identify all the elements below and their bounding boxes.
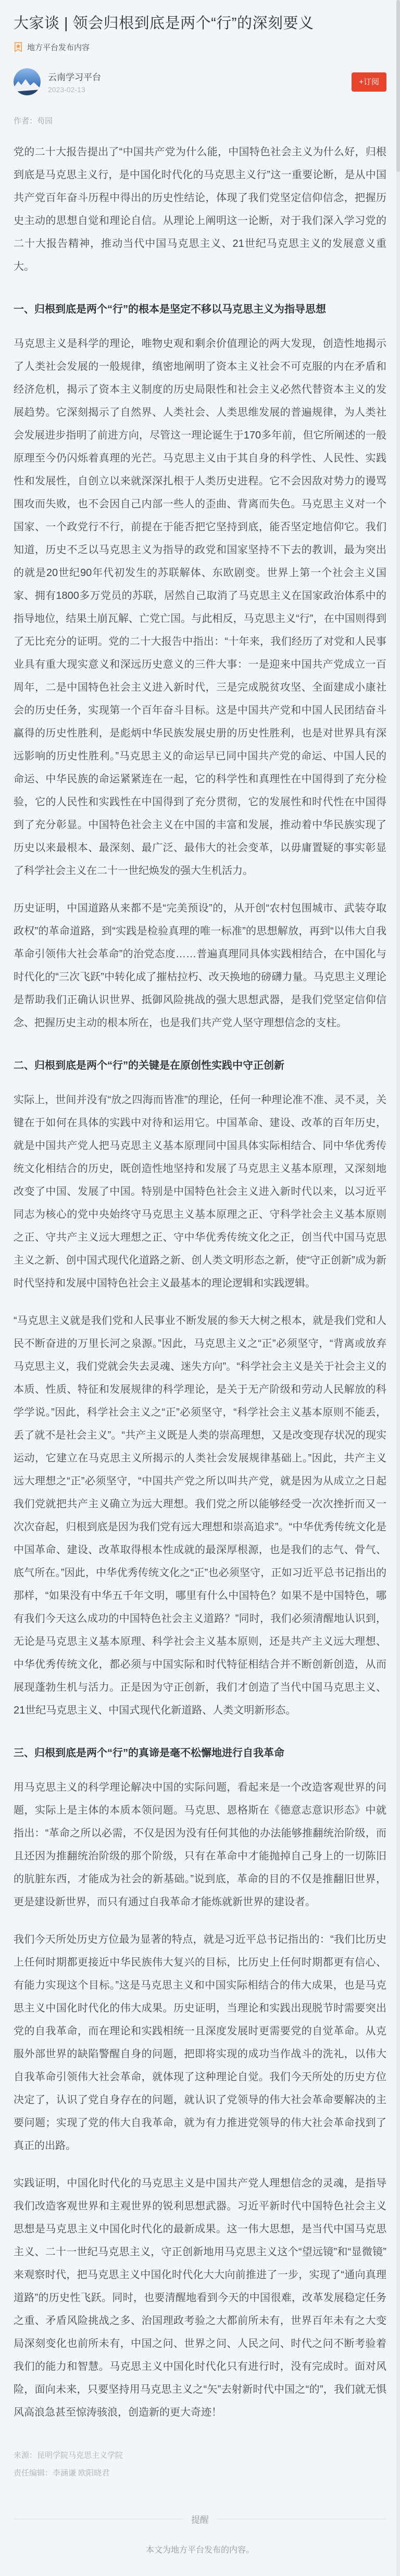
subscribe-button[interactable]: +订阅 <box>352 72 386 92</box>
scrollbar-track[interactable] <box>396 0 400 2576</box>
section-heading-3: 三、归根到底是两个“行”的真谛是毫不松懈地进行自我革命 <box>14 1747 284 1759</box>
ribbon-star-icon <box>14 42 23 53</box>
paragraph: 实践证明，中国化时代化的马克思主义是中国共产党人理想信念的灵魂，是指导我们改造客观世界和主观世界的锐利思想武器。习近平新时代中国特色社会主义思想是马克思主义中国化时代化的最新成果。这一伟大思想，是当代中国马克思主义、二十一世纪马克思主义，守正创新地用马克思主义这个“望远镜”和“显微镜”来观察时代，把马克思主义中国化时代化大大向前推进了一步，实现了“通向真理道路”的历史性飞跃。同时，也要清醒地看到今天的中国很难，改革发展稳定任务之重、矛盾风险挑战之多、治国理政考验之大都前所未有，世界百年未有之大变局深刻变化也前所未有，中国之问、世界之问、人民之问、时代之问不断考验着我们的能力和智慧。马克思主义中国化时代化只有进行时，没有完成时。面对风险，面向未来，只要坚持用马克思主义之“矢”去射新时代中国之“的”，我们就无惧风高浪急甚至惊涛骇浪，创造新的更大奇迹！ <box>14 2178 386 2418</box>
platform-badge-label: 地方平台发布内容 <box>27 43 90 52</box>
paragraph: “马克思主义就是我们党和人民事业不断发展的参天大树之根本，就是我们党和人民不断奋进的万里长河之泉源。”因此，马克思主义之“正”必须坚守，“背离或放弃马克思主义，我们党就会失去灵魂、迷失方向”。“科学社会主义是关于社会主义的本质、性质、特征和发展规律的科学理论，是关于无产阶级和劳动人民解放的科学学说。”因此，科学社会主义之“正”必须坚守，“科学社会主义基本原则不能丢，丢了就不是社会主义”。“共产主义既是人类的崇高理想，又是改变现存状况的现实运动，它建立在马克思主义所揭示的人类社会发展规律基础上。”因此，共产主义远大理想之“正”必须坚守，“中国共产党之所以叫共产党，就是因为从成立之日起我们党就把共产主义确立为远大理想。我们党之所以能够经受一次次挫折而又一次次奋起，归根到底是因为我们党有远大理想和崇高追求”。“中华优秀传统文化是中国革命、建设、改革取得根本性成就的最深厚根源，也是我们的志气、骨气、底气所在。”因此，中华优秀传统文化之“正”也必须坚守，正如习近平总书记指出的那样，“如果没有中华五千年文明，哪里有什么中国特色？如果不是中国特色，哪有我们今天这么成功的中国特色社会主义道路？”同时，我们必须清醒地认识到，无论是马克思主义基本原理、科学社会主义基本原则，还是共产主义远大理想、中华优秀传统文化，都必须与中国实际和时代特征相结合并不断创新创造，从而展现蓬勃生机与活力。正是因为守正创新，我们才创造了当代中国马克思主义、21世纪马克思主义、中国式现代化新道路、人类文明新形态。 <box>14 1315 386 1716</box>
footer-meta <box>14 2447 386 2482</box>
paragraph: 我们今天所处历史方位最为显著的特点，就是习近平总书记指出的：“我们比历史上任何时期都更接近中华民族伟大复兴的目标，比历史上任何时期都更有信心、有能力实现这个目标。”这是马克思主义和中国实际相结合的伟大成果，也是马克思主义中国化时代化的伟大成果。历史证明，当理论和实践出现脱节时需要突出党的自我革命，而在理论和实践相统一且深度发展时更需要党的自觉革命。从克服外部世界的缺陷警醒自身的问题，把即将实现的成功当作战斗的洗礼，以伟大自我革命引领伟大社会革命，就体现了这种理论自觉。我们今天所处的历史方位决定了，认识了党自身存在的问题，就认识了党领导的伟大社会革命要解决的主要问题；实现了党的伟大自我革命，就为有力推进党领导的伟大社会革命找到了真正的出路。 <box>14 1934 386 2152</box>
source-meta <box>48 70 101 94</box>
source-row <box>14 68 386 95</box>
paragraph: 历史证明，中国道路从来都不是“完美预设”的，从开创“农村包围城市、武装夺取政权”的革命道路，到“实践是检验真理的唯一标准”的思想解放，再到“以伟大自我革命引领伟大社会革命”的治党态度……普遍真理同具体实践相结合，在中国化与时代化的“三次飞跃”中转化成了摧枯拉朽、改天换地的磅礴力量。马克思主义理论是帮助我们正确认识世界、抵御风险挑战的强大思想武器，是我们党坚定信仰信念、把握历史主动的根本所在，也是我们共产党人坚守理想信念的支柱。 <box>14 903 386 1029</box>
paragraph: 用马克思主义的科学理论解决中国的实际问题，看起来是一个改造客观世界的问题，实际上是主体的本质本领问题。马克思、恩格斯在《德意志意识形态》中就指出：“革命之所以必需，不仅是因为没有任何其他的办法能够推翻统治阶级，而且还因为推翻统治阶级的那个阶级，只有在革命中才能抛掉自己身上的一切陈旧的肮脏东西，才能成为社会的新基础。”说到底，革命的目的不仅是推翻旧世界，更是建设新世界，而只有通过自我革命才能炼就新世界的建设者。 <box>14 1782 386 1908</box>
reminder-section <box>14 2512 386 2555</box>
reminder-title: 提醒 <box>191 2515 209 2525</box>
publish-date: 2023-02-13 <box>48 85 85 94</box>
paragraph: 马克思主义是科学的理论，唯物史观和剩余价值理论的两大发现，创造性地揭示了人类社会发展的一般规律，缜密地阐明了资本主义社会不可克服的内在矛盾和经济危机，揭示了资本主义制度的历史局限性和社会主义必然代替资本主义的发展趋势。它深刻揭示了自然界、人类社会、人类思维发展的普遍规律，为人类社会发展进步指明了前进方向，尽管这一理论诞生于170多年前，但它所阐述的一般原理至今仍闪烁着真理的光芒。马克思主义由于其自身的科学性、人民性、实践性和发展性，自创立以来就深深扎根于人类历史进程。它不会因敌对势力的谩骂围攻而失败，也不会因自己内部一些人的歪曲、背离而失色。马克思主义对一个国家、一个政党行不行，前提在于能否把它坚持到底，能否坚定地信仰它。我们知道，历史不乏以马克思主义为指导的政党和国家坚持不下去的教训，最为突出的就是20世纪90年代初发生的苏联解体、东欧剧变。世界上第一个社会主义国家、拥有1800多万党员的苏联，居然自己取消了马克思主义在国家政治体系中的指导地位，结果土崩瓦解、亡党亡国。与此相反，马克思主义“行”，在中国则得到了无比充分的证明。党的二十大报告中指出：“十年来，我们经历了对党和人民事业具有重大现实意义和深远历史意义的三件大事：一是迎来中国共产党成立一百周年，二是中国特色社会主义进入新时代，三是完成脱贫攻坚、全面建成小康社会的历史任务，实现第一个百年奋斗目标。这是中国共产党和中国人民团结奋斗赢得的历史性胜利，是彪炳中华民族发展史册的历史性胜利，也是对世界具有深远影响的历史性胜利。”马克思主义的命运早已同中国共产党的命运、中国人民的命运、中华民族的命运紧紧连在一起，它的科学性和真理性在中国得到了充分检验，它的人民性和实践性在中国得到了充分贯彻，它的发展性和时代性在中国得到了充分彰显。中国特色社会主义在中国的丰富和发展，推动着中华民族实现了历史以来最根本、最深刻、最广泛、最伟大的社会变革，以毋庸置疑的事实彰显了科学社会主义在二十一世纪焕发的强大生机活力。 <box>14 338 386 877</box>
article-body <box>14 141 386 2424</box>
page-title: 大家谈 | 领会归根到底是两个“行”的深刻要义 <box>14 15 314 32</box>
paragraph: 党的二十大报告提出了“中国共产党为什么能，中国特色社会主义为什么好，归根到底是马克思主义行，是中国化时代化的马克思主义行”这一重要论断，是从中国共产党百年奋斗历程中得出的历史性结论，体现了我们党坚定信仰信念，把握历史主动的思想自觉和理论自信。从理论上阐明这一论断，对于我们深入学习党的二十大报告精神，推动当代中国马克思主义、21世纪马克思主义的发展意义重大。 <box>14 146 386 272</box>
author-line: 作者：苟园 <box>14 117 53 126</box>
scrollbar-thumb[interactable] <box>396 0 400 172</box>
section-heading-2: 二、归根到底是两个“行”的关键是在原创性实践中守正创新 <box>14 1060 284 1071</box>
editor-line: 责任编辑：李涵谦 欧阳晓君 <box>14 2469 110 2478</box>
reminder-divider <box>14 2512 386 2525</box>
platform-badge <box>14 42 386 53</box>
section-heading-1: 一、归根到底是两个“行”的根本是坚定不移以马克思主义为指导思想 <box>14 304 326 315</box>
paragraph: 实际上，世间并没有“放之四海而皆准”的理论，任何一种理论准不准、灵不灵，关键在于如何在具体的实践中对待和运用它。中国革命、建设、改革的百年历史，就是中国共产党人把马克思主义基本原理同中国具体实际相结合、同中华优秀传统文化相结合的历史，既创造性地坚持和发展了马克思主义基本原理，又深刻地改变了中国、发展了中国。特别是中国特色社会主义进入新时代以来，以习近平同志为核心的党中央始终守马克思主义基本原理之正、守科学社会主义基本原则之正、守共产主义远大理想之正、守中华优秀传统文化之正，创当代中国马克思主义之新、创中国式现代化道路之新、创人类文明形态之新，使“守正创新”成为新时代坚持和发展中国特色社会主义最基本的理论逻辑和实践逻辑。 <box>14 1094 386 1289</box>
avatar[interactable] <box>14 68 41 95</box>
source-name[interactable]: 云南学习平台 <box>48 72 101 82</box>
reminder-text: 本文为地方平台发布的内容。 <box>145 2546 254 2555</box>
source-line: 来源：昆明学院马克思主义学院 <box>14 2451 123 2460</box>
